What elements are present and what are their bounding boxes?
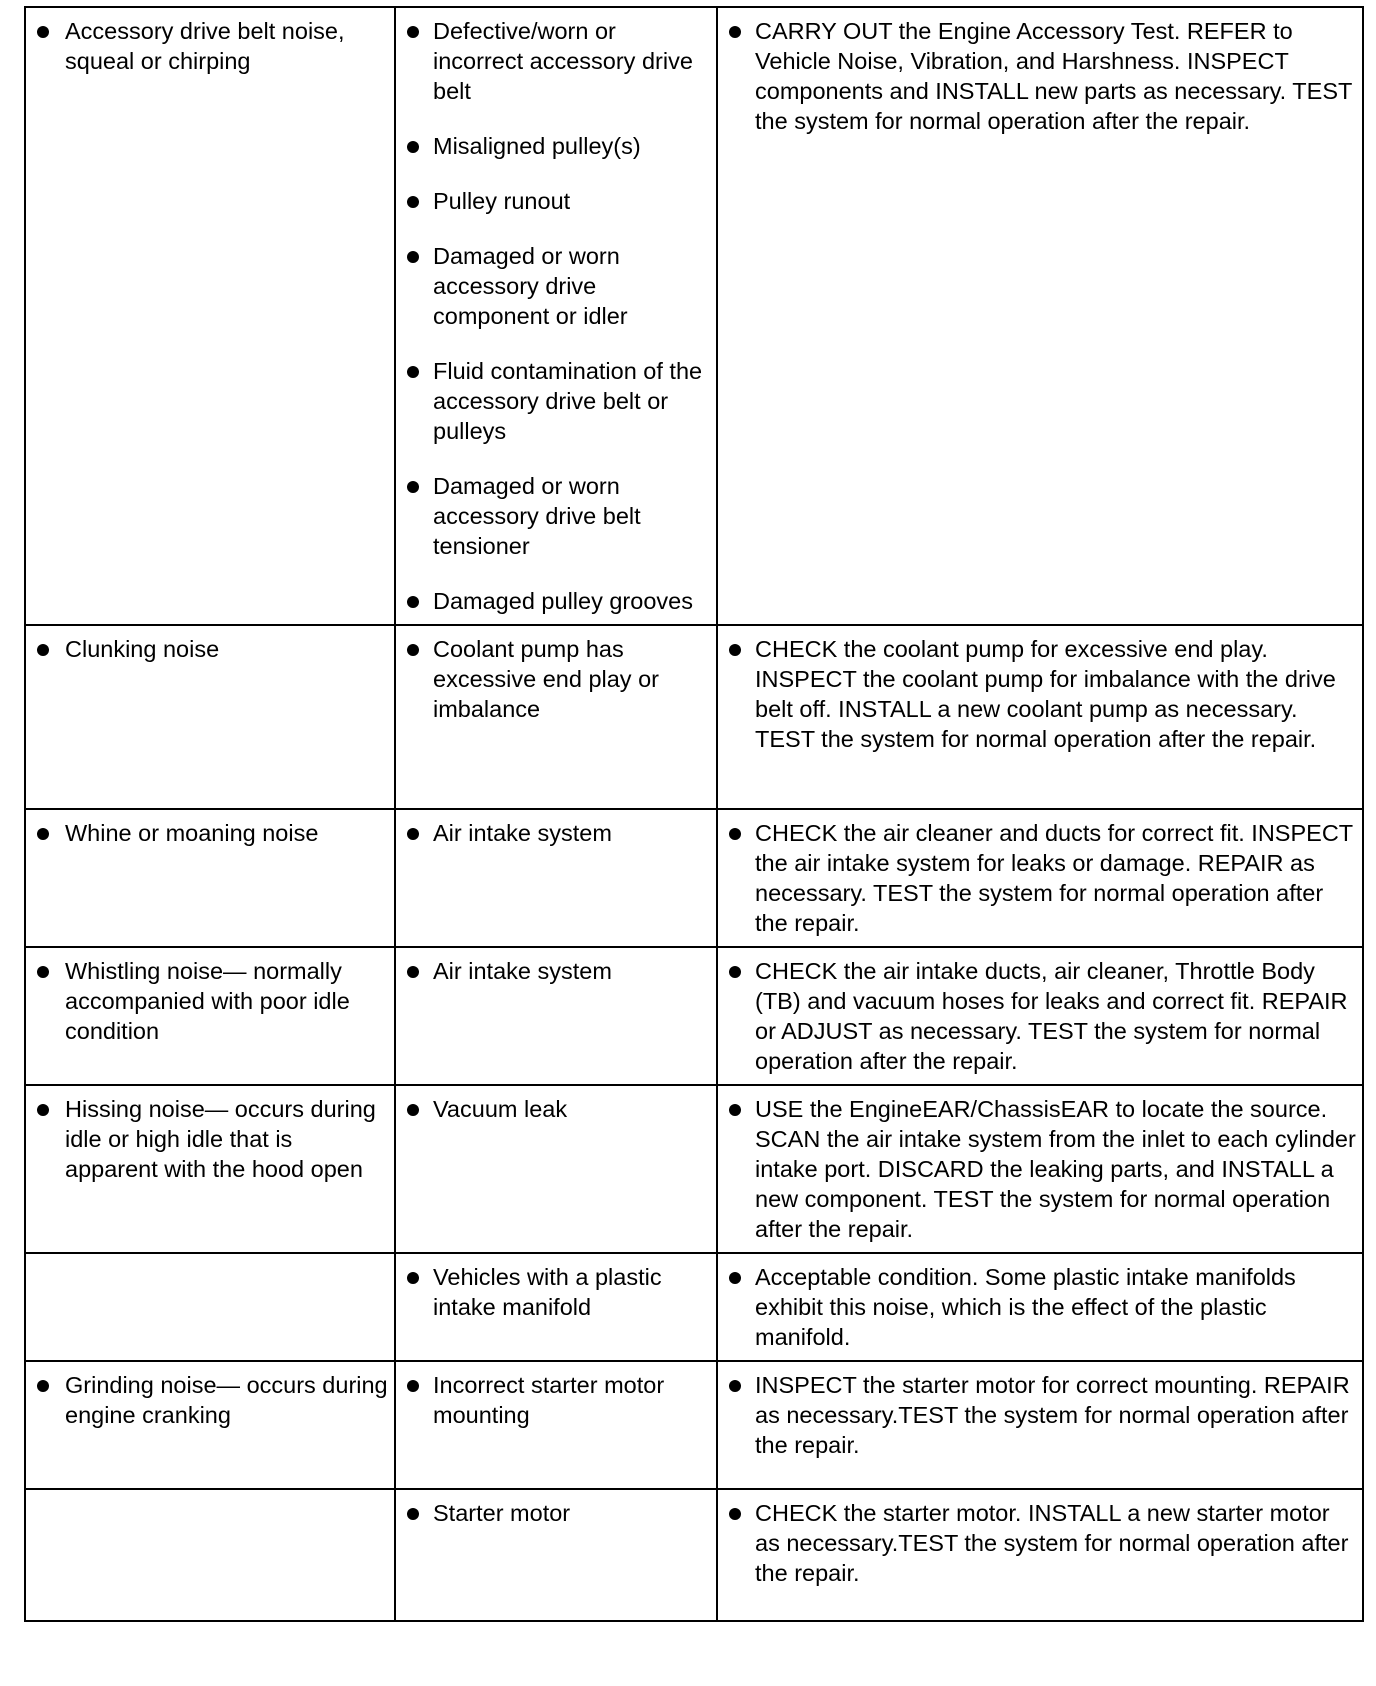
action-text: CARRY OUT the Engine Accessory Test. REFER to Vehicle Noise, Vibration, and Harshness. INSPECT components and INSTALL new parts as necessary. TEST the system for normal operation after the repair.	[755, 18, 1352, 134]
condition-cell-empty	[25, 1489, 395, 1621]
action-cell	[717, 1085, 1363, 1253]
bullet-icon	[407, 1272, 419, 1284]
cause-text: Fluid contamination of the accessory drive belt or pulleys	[433, 358, 703, 444]
bullet-icon	[407, 196, 419, 208]
condition-item	[26, 956, 388, 1046]
action-cell	[717, 7, 1363, 625]
bullet-icon	[37, 966, 49, 978]
cause-item	[396, 634, 710, 724]
cause-text: Vacuum leak	[433, 1096, 568, 1122]
action-text: CHECK the starter motor. INSTALL a new starter motor as necessary.TEST the system for normal operation after the repair.	[755, 1500, 1349, 1586]
bullet-icon	[407, 966, 419, 978]
bullet-icon	[37, 1104, 49, 1116]
cause-item	[396, 818, 710, 848]
cause-text: Incorrect starter motor mounting	[433, 1372, 665, 1428]
action-item	[718, 1094, 1356, 1244]
bullet-icon	[37, 1380, 49, 1392]
table-row	[25, 7, 1363, 625]
bullet-icon	[729, 1508, 741, 1520]
table-row	[25, 947, 1363, 1085]
cause-text: Starter motor	[433, 1500, 571, 1526]
cause-text: Coolant pump has excessive end play or imbalance	[433, 636, 659, 722]
cause-text: Vehicles with a plastic intake manifold	[433, 1264, 662, 1320]
bullet-icon	[407, 1104, 419, 1116]
condition-cell	[25, 809, 395, 947]
condition-text: Grinding noise— occurs during engine cranking	[65, 1372, 388, 1428]
condition-item	[26, 634, 388, 664]
condition-text: Hissing noise— occurs during idle or high idle that is apparent with the hood open	[65, 1096, 376, 1182]
action-text: USE the EngineEAR/ChassisEAR to locate the source. SCAN the air intake system from the inlet to each cylinder intake port. DISCARD the leaking parts, and INSTALL a new component. TEST the system for normal operation after the repair.	[755, 1096, 1356, 1242]
cause-item	[396, 1370, 710, 1430]
condition-item	[26, 1370, 388, 1430]
cause-item	[396, 586, 710, 616]
action-item	[718, 1262, 1356, 1352]
condition-item	[26, 818, 388, 848]
action-text: CHECK the air cleaner and ducts for correct fit. INSPECT the air intake system for leaks or damage. REPAIR as necessary. TEST the system for normal operation after the repair.	[755, 820, 1353, 936]
cause-text: Defective/worn or incorrect accessory drive belt	[433, 18, 693, 104]
action-item	[718, 1370, 1356, 1460]
condition-cell	[25, 625, 395, 809]
bullet-icon	[729, 1380, 741, 1392]
action-item	[718, 16, 1356, 136]
action-text: CHECK the coolant pump for excessive end play. INSPECT the coolant pump for imbalance with the drive belt off. INSTALL a new coolant pump as necessary. TEST the system for normal operation after the repair.	[755, 636, 1336, 752]
condition-cell	[25, 1361, 395, 1489]
cause-text: Damaged or worn accessory drive belt tensioner	[433, 473, 641, 559]
bullet-icon	[729, 828, 741, 840]
action-item	[718, 956, 1356, 1076]
cause-text: Pulley runout	[433, 188, 571, 214]
table-row	[25, 625, 1363, 809]
bullet-icon	[407, 1380, 419, 1392]
condition-cell	[25, 947, 395, 1085]
bullet-icon	[407, 251, 419, 263]
action-cell	[717, 625, 1363, 809]
bullet-icon	[729, 26, 741, 38]
action-item	[718, 1498, 1356, 1588]
cause-cell	[395, 1253, 717, 1361]
cause-cell	[395, 1361, 717, 1489]
bullet-icon	[407, 828, 419, 840]
table-row	[25, 809, 1363, 947]
bullet-icon	[407, 481, 419, 493]
action-cell	[717, 947, 1363, 1085]
condition-text: Accessory drive belt noise, squeal or chirping	[65, 18, 345, 74]
bullet-icon	[37, 26, 49, 38]
table-row	[25, 1085, 1363, 1253]
cause-text: Air intake system	[433, 820, 612, 846]
action-item	[718, 634, 1356, 754]
cause-cell	[395, 1085, 717, 1253]
action-text: Acceptable condition. Some plastic intake manifolds exhibit this noise, which is the effect of the plastic manifold.	[755, 1264, 1296, 1350]
cause-item	[396, 1262, 710, 1322]
cause-item	[396, 356, 710, 446]
action-cell	[717, 1361, 1363, 1489]
cause-item	[396, 16, 710, 106]
bullet-icon	[407, 1508, 419, 1520]
action-cell	[717, 1489, 1363, 1621]
cause-item	[396, 186, 710, 216]
table-row	[25, 1489, 1363, 1621]
cause-cell	[395, 7, 717, 625]
diagnosis-table	[24, 6, 1364, 1622]
condition-item	[26, 16, 388, 76]
bullet-icon	[407, 141, 419, 153]
bullet-icon	[37, 828, 49, 840]
table-row	[25, 1253, 1363, 1361]
bullet-icon	[407, 596, 419, 608]
condition-cell	[25, 1085, 395, 1253]
cause-item	[396, 1498, 710, 1528]
cause-item	[396, 956, 710, 986]
action-text: CHECK the air intake ducts, air cleaner, Throttle Body (TB) and vacuum hoses for leaks and correct fit. REPAIR or ADJUST as necessary. TEST the system for normal operation after the repair.	[755, 958, 1348, 1074]
cause-text: Damaged or worn accessory drive component or idler	[433, 243, 628, 329]
condition-text: Whine or moaning noise	[65, 820, 319, 846]
condition-text: Whistling noise— normally accompanied with poor idle condition	[65, 958, 350, 1044]
cause-item	[396, 1094, 710, 1124]
cause-cell	[395, 625, 717, 809]
bullet-icon	[729, 644, 741, 656]
bullet-icon	[729, 966, 741, 978]
bullet-icon	[729, 1272, 741, 1284]
bullet-icon	[407, 644, 419, 656]
cause-text: Air intake system	[433, 958, 612, 984]
action-item	[718, 818, 1356, 938]
bullet-icon	[729, 1104, 741, 1116]
cause-item	[396, 131, 710, 161]
condition-cell-empty	[25, 1253, 395, 1361]
action-cell	[717, 1253, 1363, 1361]
cause-item	[396, 241, 710, 331]
cause-item	[396, 471, 710, 561]
condition-cell	[25, 7, 395, 625]
condition-item	[26, 1094, 388, 1184]
bullet-icon	[407, 26, 419, 38]
cause-cell	[395, 947, 717, 1085]
cause-text: Damaged pulley grooves	[433, 588, 693, 614]
condition-text: Clunking noise	[65, 636, 220, 662]
action-text: INSPECT the starter motor for correct mounting. REPAIR as necessary.TEST the system for normal operation after the repair.	[755, 1372, 1350, 1458]
bullet-icon	[37, 644, 49, 656]
cause-text: Misaligned pulley(s)	[433, 133, 641, 159]
action-cell	[717, 809, 1363, 947]
cause-cell	[395, 809, 717, 947]
cause-cell	[395, 1489, 717, 1621]
table-row	[25, 1361, 1363, 1489]
bullet-icon	[407, 366, 419, 378]
